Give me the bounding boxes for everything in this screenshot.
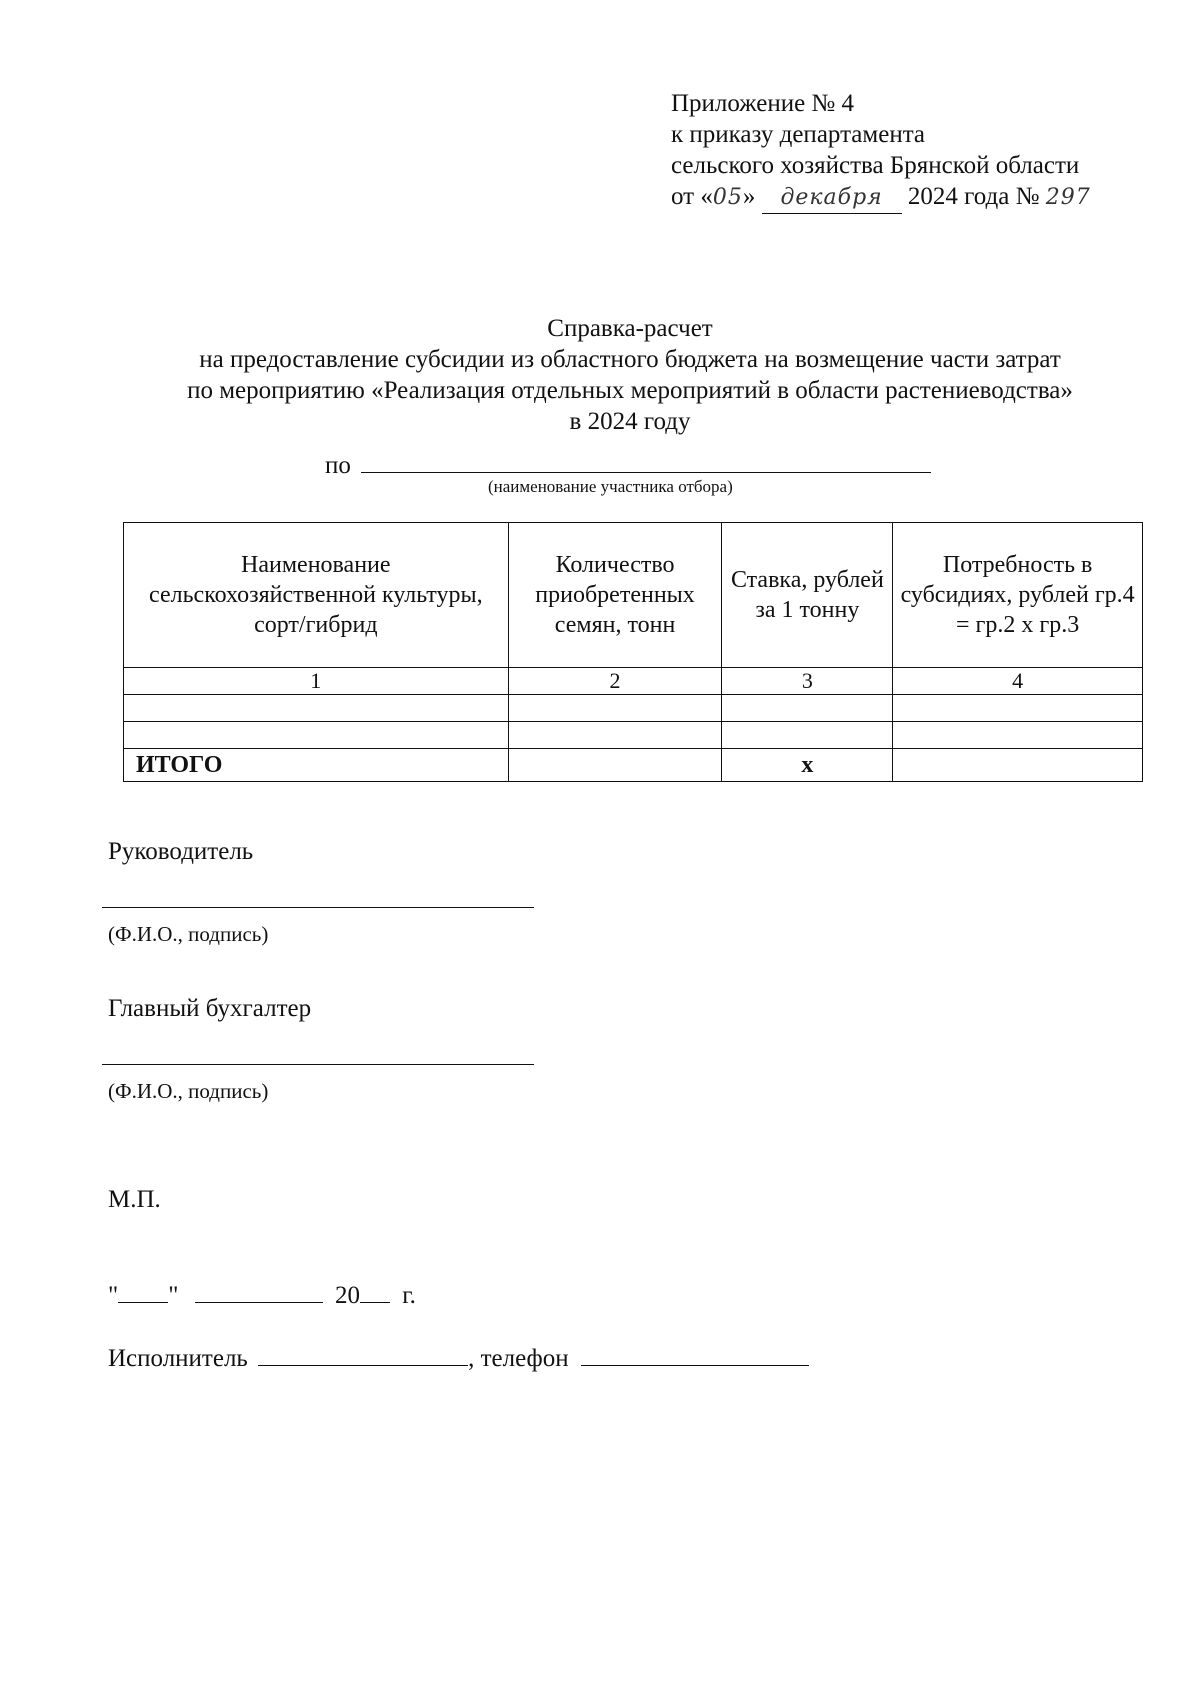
title-line-2: на предоставление субсидии из областного бюджета на возмещение части затрат: [199, 346, 1061, 373]
handwritten-order-number: 297: [1045, 185, 1091, 210]
total-row: [124, 749, 1143, 782]
accountant-signature-line[interactable]: [102, 1064, 534, 1065]
head-label: Руководитель: [108, 838, 254, 865]
column-number: 2: [508, 668, 722, 695]
po-label: по: [325, 452, 351, 479]
year-suffix: г.: [402, 1282, 416, 1309]
date-year: 2024 года №: [907, 183, 1040, 210]
appendix-block: [671, 88, 1091, 214]
date-prefix: от «: [671, 183, 713, 210]
header-subsidy-need: Потребность в субсидиях, рублей гр.4 = гр.2 х гр.3: [893, 523, 1143, 668]
appendix-order-ref: к приказу департамента: [671, 121, 926, 148]
table-cell[interactable]: [893, 695, 1143, 722]
column-number: 3: [722, 668, 893, 695]
participant-caption: (наименование участника отбора): [488, 477, 733, 496]
column-number-row: [124, 668, 1143, 695]
table-row: [124, 722, 1143, 749]
participant-name-field[interactable]: [361, 448, 931, 473]
table-cell[interactable]: [722, 722, 893, 749]
accountant-label: Главный бухгалтер: [108, 995, 312, 1022]
total-subsidy[interactable]: [893, 749, 1143, 782]
title-line-4: в 2024 году: [569, 408, 691, 435]
table-cell[interactable]: [124, 695, 509, 722]
date-mid: »: [742, 183, 756, 210]
executor-line: [108, 1343, 809, 1373]
date-line: [108, 1280, 416, 1310]
column-number: 4: [893, 668, 1143, 695]
table-row: [124, 695, 1143, 722]
executor-name-field[interactable]: [258, 1343, 468, 1366]
handwritten-month: декабря: [762, 182, 902, 214]
table-cell[interactable]: [508, 695, 722, 722]
total-label: ИТОГО: [124, 749, 509, 782]
month-field[interactable]: [195, 1280, 323, 1303]
total-rate-mark: х: [722, 749, 893, 782]
participant-line: [325, 448, 931, 480]
handwritten-day: 05: [712, 185, 743, 210]
table-cell[interactable]: [893, 722, 1143, 749]
year-field[interactable]: [360, 1280, 390, 1303]
day-field[interactable]: [118, 1280, 168, 1303]
phone-field[interactable]: [581, 1343, 809, 1366]
total-quantity[interactable]: [508, 749, 722, 782]
head-signature-line[interactable]: [102, 907, 534, 908]
stamp-place: М.П.: [108, 1186, 161, 1213]
header-quantity: Количество приобретенных семян, тонн: [508, 523, 722, 668]
date-open-quote: ": [108, 1282, 119, 1309]
head-caption: (Ф.И.О., подпись): [108, 922, 269, 946]
title-heading: Справка-расчет: [547, 315, 713, 342]
appendix-number: Приложение № 4: [671, 90, 855, 117]
title-line-3: по мероприятию «Реализация отдельных мероприятий в области растениеводства»: [187, 377, 1073, 404]
header-crop: Наименование сельскохозяйственной культуры, сорт/гибрид: [124, 523, 509, 668]
table-cell[interactable]: [124, 722, 509, 749]
header-rate: Ставка, рублей за 1 тонну: [722, 523, 893, 668]
appendix-department: сельского хозяйства Брянской области: [671, 152, 1080, 179]
column-number: 1: [124, 668, 509, 695]
calculation-table: [123, 522, 1143, 782]
appendix-date-line: [671, 181, 1091, 214]
table-cell[interactable]: [722, 695, 893, 722]
table-header-row: [124, 523, 1143, 668]
phone-label: , телефон: [468, 1345, 569, 1372]
year-prefix: 20: [334, 1282, 360, 1309]
document-title: [100, 313, 1160, 437]
table-cell[interactable]: [508, 722, 722, 749]
date-close-quote: ": [168, 1282, 179, 1309]
accountant-caption: (Ф.И.О., подпись): [108, 1079, 269, 1103]
executor-label: Исполнитель: [108, 1345, 248, 1372]
